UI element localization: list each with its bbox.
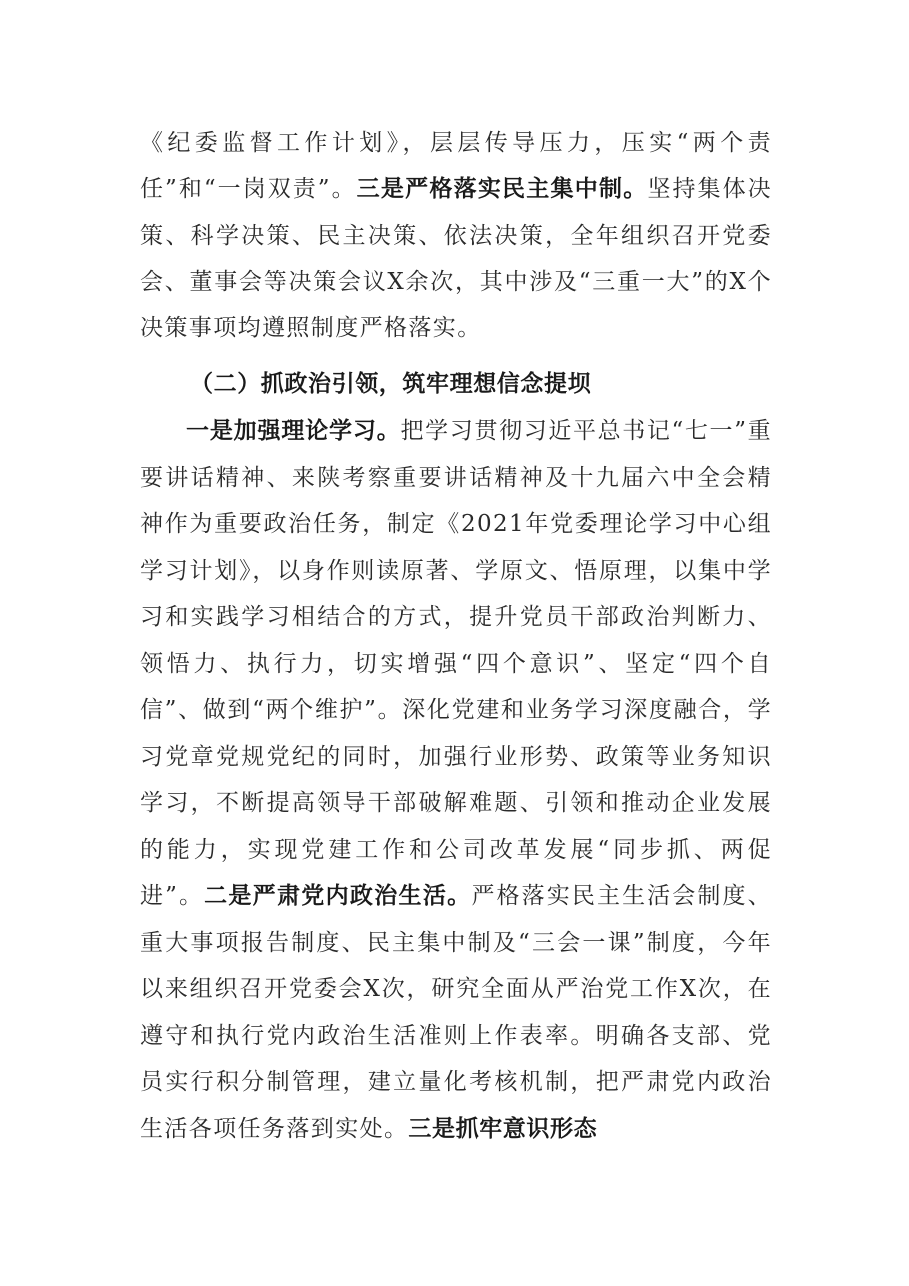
- bold-lead-phrase: 三是严格落实民主集中制。: [356, 176, 648, 203]
- bold-lead-phrase: 三是抓牢意识形态: [408, 1115, 598, 1142]
- section-heading: （二）抓政治引领，筑牢理想信念提坝: [190, 371, 592, 397]
- body-paragraph: [140, 120, 772, 351]
- bold-lead-phrase: 一是加强理论学习。: [186, 418, 401, 444]
- bold-lead-phrase: 二是严肃党内政治生活。: [204, 883, 472, 909]
- paragraph-text: 把学习贯彻习近平总书记“七一”重要讲话精神、来陕考察重要讲话精神及十九届六中全会精神作为重要政治任务，制定《2021年党委理论学习中心组学习计划》，以身作则读原著、学原文、悟原理，以集中学习和实践学习相结合的方式，提升党员干部政治判断力、领悟力、执行力，切实增强“四个意识”、坚定“四个自信”、做到“两个维护”。深化党建和业务学习深度融合，学习党章党规党纪的同时，加强行业形势、政策等业务知识学习，不断提高领导干部破解难题、引领和推动企业发展的能力，实现党建工作和公司改革发展“同步抓、两促进”。: [140, 418, 772, 909]
- paragraph-text: 《纪委监督工作计划》，层层传导压力，压实“两个责任”和“一岗双责”。: [140, 130, 772, 203]
- body-paragraph: [140, 408, 772, 1152]
- paragraph-text: 坚持集体决策、科学决策、民主决策、依法决策，全年组织召开党委会、董事会等决策会议X余次，其中涉及“三重一大”的X个决策事项均遵照制度严格落实。: [140, 176, 773, 342]
- paragraph-text: 严格落实民主生活会制度、重大事项报告制度、民主集中制及“三会一课”制度，今年以来组织召开党委会X次，研究全面从严治党工作X次，在遵守和执行党内政治生活准则上作表率。明确各支部、党员实行积分制管理，建立量化考核机制，把严肃党内政治生活各项任务落到实处。: [140, 883, 772, 1142]
